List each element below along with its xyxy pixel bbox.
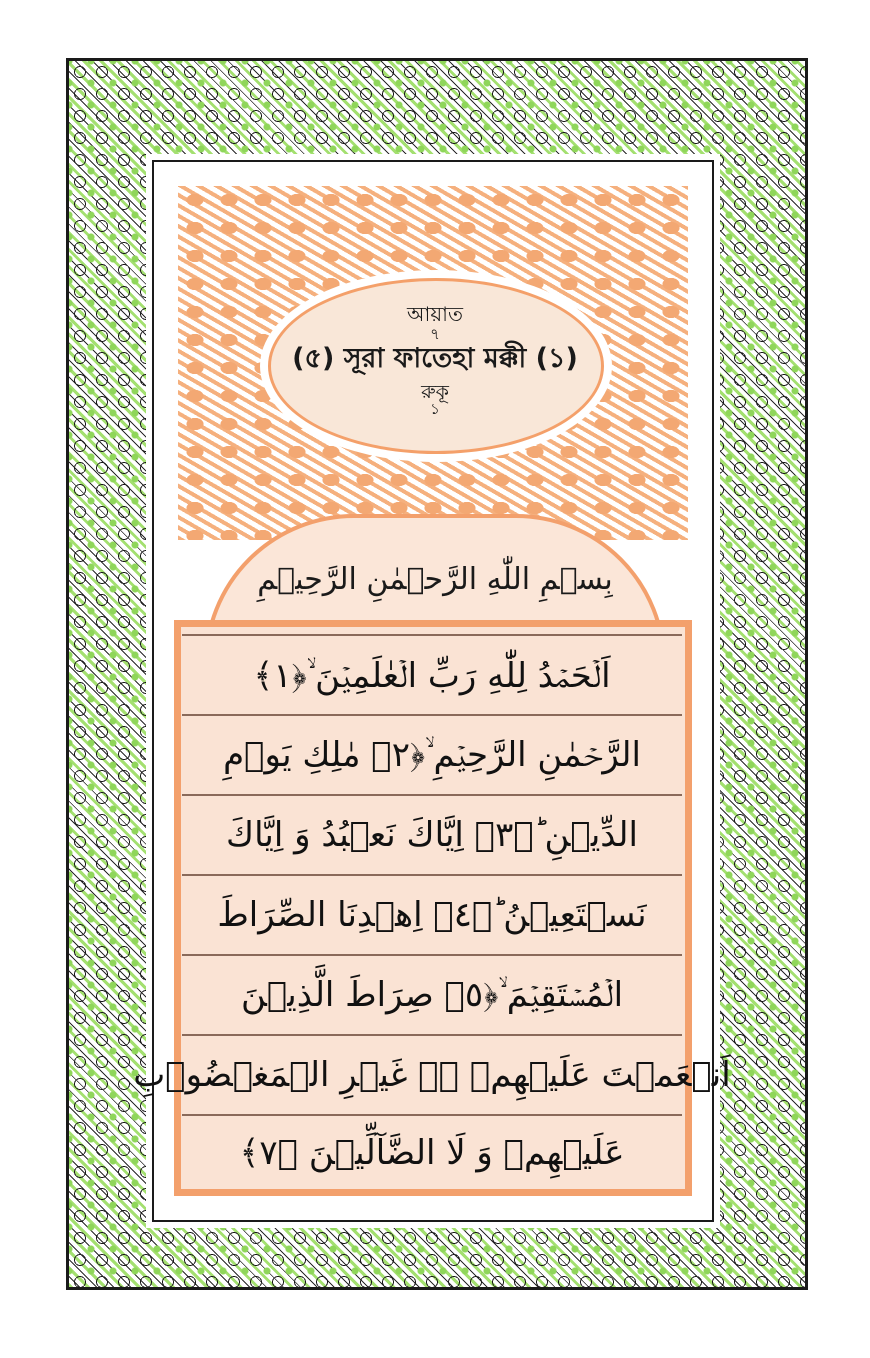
ayat-label: আয়াত <box>407 302 463 326</box>
verse-line-1: اَلۡحَمۡدُ لِلّٰهِ رَبِّ الۡعٰلَمِیۡنَ ۙ﴿١﴾ <box>182 636 682 716</box>
verse-line-3: الدِّیۡنِ ؕ﴿٣﴾ اِیَّاكَ نَعۡبُدُ وَ اِیَّاكَ <box>182 796 682 876</box>
verse-line-4: نَسۡتَعِیۡنُ ؕ﴿٤﴾ اِهۡدِنَا الصِّرَاطَ <box>182 876 682 956</box>
ruku-label: রুকূ <box>421 381 449 403</box>
verse-line-6: اَنۡعَمۡتَ عَلَیۡهِمۡ ۬ۙ غَیۡرِ الۡمَغۡضُوۡبِ <box>182 1036 682 1116</box>
bismillah: بِسۡمِ اللّٰهِ الرَّحۡمٰنِ الرَّحِیۡمِ <box>257 562 613 597</box>
verse-line-2: الرَّحۡمٰنِ الرَّحِیۡمِ ۙ﴿٢﴾ مٰلِكِ یَوۡمِ <box>182 716 682 796</box>
verse-line-5: الۡمُسۡتَقِیۡمَ ۙ﴿٥﴾ صِرَاطَ الَّذِیۡنَ <box>182 956 682 1036</box>
surah-title: (৫) সূরা ফাতেহা মক্কী (১) <box>292 343 578 374</box>
verse-line-7: عَلَیۡهِمۡ وَ لَا الضَّآلِّیۡنَ ﴿٧﴾ <box>239 1132 625 1173</box>
ayat-count: ৭ <box>430 325 440 343</box>
ruku-count: ১ <box>430 400 440 418</box>
